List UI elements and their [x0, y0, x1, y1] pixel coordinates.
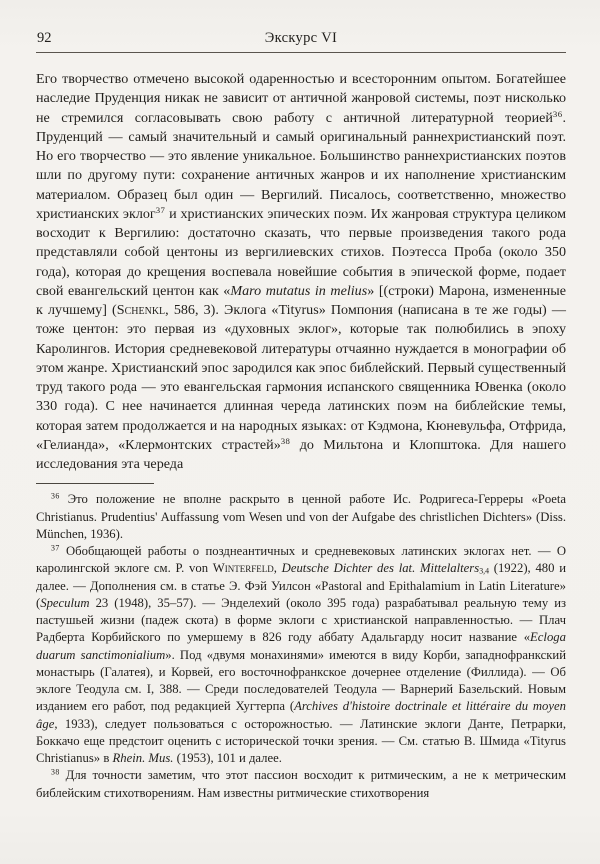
main-text-block	[36, 70, 566, 474]
footnotes-section	[36, 491, 566, 802]
running-title: Экскурс VI	[264, 30, 338, 46]
body-paragraph: Его творчество отмечено высокой одаренностью и всесторонним опытом. Богатейшее наследие Пруденция никак не зависит от античной жанровой системы, поэт нисколько не стремился согласовывать свою работу с античной литературной теорией$^{36}$. Пруденций — самый значительный и самый оригинальный раннехристианский поэт. Но его творчество — это явление уникальное. Большинство раннехристианских поэтов шли по другому пути: сохранение античных жанров и их наполнение христианским материалом. Образец был один — Вергилий. Писалось, соответственно, множество христианских эклог$^{37}$ и христианских эпических поэм. Их жанровая структура целиком восходит к Вергилию: достаточно сказать, что первые произведения такого рода представляли собой центоны из вергилиевских стихов. Поэтесса Проба (около 350 года), которая до крещения воспевала новейшие события в эпической форме, подает свой евангельский центон как «Maro mutatus in melius» [(строки) Марона, измененные к лучшему] (Schenkl, 586, 3). Эклога «Tityrus» Помпония (написана в те же годы) — тоже центон: это первая из «духовных эклог», которые так полюбились в эпоху Каролингов. История средневековой литературы отчаянно нуждается в монографии об этом жанре. Христианский эпос зародился как эпос библейский. Первый существенный труд такого рода — это евангельская гармония испанского священника Ювенка (около 330 года). С нее начинается длинная череда латинских поэм на библейские темы, которая затем продолжается и на народных языках: от Кэдмона, Кюневульфа, Отфрида, «Гелианда», «Клермонтских страстей»$^{38}$ до Мильтона и Клопштока. Для нашего исследования эта череда	[36, 71, 566, 472]
footnote-38: $^{38}$ Для точности заметим, что этот пассион восходит к ритмическим, а не к метрическим библейским стихотворениям. Нам известны ритмические стихотворения	[36, 767, 566, 800]
footnote-separator	[36, 483, 154, 484]
footnote-36: $^{36}$ Это положение не вполне раскрыто в ценной работе Ис. Родригеса-Герреры «Poeta Christianus. Prudentius' Auffassung vom Wesen und von der Aufgabe des christlichen Dichters» (Diss. München, 1936).	[36, 491, 566, 541]
footnote-37: $^{37}$ Обобщающей работы о позднеантичных и средневековых латинских эклогах нет. — О каролингской эклоге см. P. von Winterfeld, Deutsche Dichter des lat. Mittelalters$_{3,4}$ (1922), 480 и далее. — Дополнения см. в статье Э. Фэй Уилсон «Pastoral and Epithalamium in Latin Literature» (Speculum 23 (1948), 35–57). — Энделехий (около 395 года) разрабатывал реальную тему из пастушьей жизни (падеж скота) в форме эклоги с христианской направленностью. — Плач Радберта Корбийского по умершему в 826 году аббату Адальгарду носит название «Ecloga duarum sanctimonialium». Под «двумя монахинями» имеются в виду Корби, западнофранкский монастырь (Галатея), и Корвей, его восточнофранкское дочернее отделение (Филлида). — Об эклоге Теодула см. I, 388. — Среди последователей Теодула — Варнерий Базельский. Новым изданием его работ, под редакцией Хугтерпа (Archives d'histoire doctrinale et littéraire du moyen âge, 1933), следует пользоваться с осторожностью. — Латинские эклоги Данте, Петрарки, Боккачо еще предстоит оценить с исторической точки зрения. — См. статью В. Шмида «Tityrus Christianus» в Rhein. Mus. (1953), 101 и далее.	[36, 543, 566, 765]
header-rule	[36, 52, 566, 53]
page-number: 92	[37, 30, 52, 46]
page-header	[36, 29, 566, 47]
